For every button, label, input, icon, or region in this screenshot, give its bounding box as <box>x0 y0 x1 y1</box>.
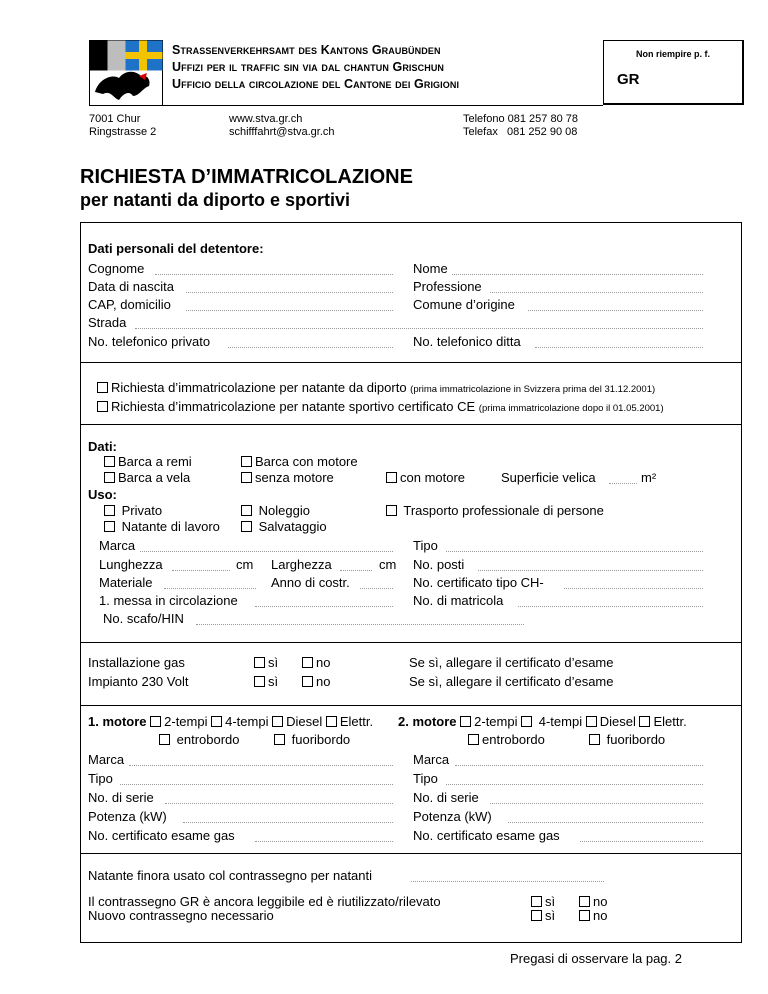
checkbox-icon[interactable] <box>97 382 108 393</box>
checkbox-icon[interactable] <box>302 676 313 687</box>
build-year-field[interactable] <box>360 588 393 589</box>
checkbox-icon[interactable] <box>639 716 650 727</box>
motor1-gas-cert-label: No. certificato esame gas <box>88 828 235 843</box>
profession-label: Professione <box>413 279 482 294</box>
gas-installation-label: Installazione gas <box>88 655 185 670</box>
surname-field[interactable] <box>155 274 393 275</box>
serial-number-field[interactable] <box>518 606 703 607</box>
rescue-option[interactable] <box>241 519 327 534</box>
checkbox-icon[interactable] <box>241 521 252 532</box>
sail-area-label: Superficie velica <box>501 470 596 485</box>
motor2-make-field[interactable] <box>455 765 703 766</box>
checkbox-icon[interactable] <box>150 716 161 727</box>
gas-no-label: no <box>316 655 331 670</box>
rental-option[interactable] <box>241 503 310 518</box>
private-use-label: Privato <box>121 503 163 518</box>
power-yes-label: sì <box>268 674 279 689</box>
new-plate-yes-option[interactable] <box>531 908 555 923</box>
authority-name-rm: Uffizi per il traffic sin via dal chantun Grischun <box>172 60 445 74</box>
width-field[interactable] <box>340 570 372 571</box>
checkbox-icon[interactable] <box>579 910 590 921</box>
origin-field[interactable] <box>528 310 703 311</box>
plate-reusable-yes-option[interactable] <box>531 894 555 909</box>
surname-label: Cognome <box>88 261 145 276</box>
motor2-heading: 2. motore <box>398 714 457 729</box>
new-plate-yes-label: sì <box>545 908 556 923</box>
rental-label: Noleggio <box>258 503 310 518</box>
without-motor-option[interactable] <box>241 470 334 485</box>
fax-number: Telefax 081 252 90 08 <box>463 126 578 138</box>
motor2-type-label: Tipo <box>413 771 438 786</box>
previous-plate-field[interactable] <box>411 881 604 882</box>
rowboat-label: Barca a remi <box>118 454 192 469</box>
request-pleasure-option[interactable] <box>97 380 655 395</box>
first-registration-field[interactable] <box>255 606 393 607</box>
motor1-heading: 1. motore <box>88 714 147 729</box>
rowboat-option[interactable] <box>104 454 192 469</box>
motor2-make-label: Marca <box>413 752 450 767</box>
checkbox-icon[interactable] <box>468 734 479 745</box>
gas-yes-option[interactable] <box>254 655 278 670</box>
request-sport-note: (prima immatricolazione dopo il 01.05.2001) <box>478 403 664 414</box>
build-year-label: Anno di costr. <box>271 575 350 590</box>
checkbox-icon[interactable] <box>211 716 222 727</box>
private-phone-field[interactable] <box>228 347 393 348</box>
motor1-outboard-option[interactable] <box>274 732 350 747</box>
personal-heading: Dati personali del detentore: <box>88 241 264 256</box>
motor1-inboard-label: entrobordo <box>176 732 240 747</box>
motor2-type-field[interactable] <box>446 784 703 785</box>
type-label: Tipo <box>413 538 438 553</box>
birthdate-label: Data di nascita <box>88 279 174 294</box>
motor2-inboard-option[interactable] <box>468 732 545 747</box>
motor1-serial-label: No. di serie <box>88 790 154 805</box>
motor2-outboard-label: fuoribordo <box>606 732 666 747</box>
with-motor-option[interactable] <box>386 470 465 485</box>
sail-area-unit: m² <box>641 470 657 485</box>
domicile-label: CAP, domicilio <box>88 297 171 312</box>
motor1-4stroke-label: 4-tempi <box>225 714 269 729</box>
plate-reusable-yes-label: sì <box>545 894 556 909</box>
checkbox-icon[interactable] <box>104 505 115 516</box>
plate-reusable-no-label: no <box>593 894 608 909</box>
checkbox-icon[interactable] <box>326 716 337 727</box>
motor1-inboard-option[interactable] <box>159 732 240 747</box>
power-no-label: no <box>316 674 331 689</box>
checkbox-icon[interactable] <box>302 657 313 668</box>
plate-reusable-label: Il contrassegno GR è ancora leggibile ed è riutilizzato/rilevato <box>88 894 441 909</box>
type-field[interactable] <box>446 551 703 552</box>
page-note: Pregasi di osservare la pag. 2 <box>510 951 682 966</box>
profession-field[interactable] <box>490 292 703 293</box>
motor2-electric-label: Elettr. <box>653 714 687 729</box>
motor2-inboard-label: entrobordo <box>482 732 545 747</box>
motorboat-option[interactable] <box>241 454 358 469</box>
motor2-2stroke-label: 2-tempi <box>474 714 518 729</box>
street-field[interactable] <box>135 328 703 329</box>
section-divider <box>80 362 741 363</box>
motor2-serial-label: No. di serie <box>413 790 479 805</box>
street-label: Strada <box>88 315 127 330</box>
header-divider <box>89 105 603 106</box>
motor1-type-label: Tipo <box>88 771 113 786</box>
checkbox-icon[interactable] <box>531 896 542 907</box>
motor1-power-field[interactable] <box>183 822 393 823</box>
motor1-type-field[interactable] <box>120 784 393 785</box>
section-divider <box>80 424 741 425</box>
motor2-gas-cert-label: No. certificato esame gas <box>413 828 560 843</box>
office-use-box <box>603 40 744 105</box>
motor1-power-label: Potenza (kW) <box>88 809 167 824</box>
authority-name-it: Ufficio della circolazione del Cantone dei Grigioni <box>172 77 460 91</box>
work-boat-label: Natante di lavoro <box>121 519 220 534</box>
checkbox-icon[interactable] <box>241 456 252 467</box>
checkbox-icon[interactable] <box>254 657 265 668</box>
checkbox-icon[interactable] <box>586 716 597 727</box>
make-label: Marca <box>99 538 136 553</box>
checkbox-icon[interactable] <box>159 734 170 745</box>
checkbox-icon[interactable] <box>254 676 265 687</box>
motor2-gas-cert-field[interactable] <box>580 841 703 842</box>
motor2-power-label: Potenza (kW) <box>413 809 492 824</box>
request-pleasure-label: Richiesta d’immatricolazione per natante da diporto <box>111 380 407 395</box>
form-title: RICHIESTA D’IMMATRICOLAZIONE <box>80 166 413 188</box>
serial-number-label: No. di matricola <box>413 593 504 608</box>
work-boat-option[interactable] <box>104 519 220 534</box>
office-use-value: GR <box>617 71 640 88</box>
gas-cert-note: Se sì, allegare il certificato d’esame <box>409 655 614 670</box>
motor1-make-field[interactable] <box>129 765 393 766</box>
make-field[interactable] <box>140 551 393 552</box>
hull-number-label: No. scafo/HIN <box>103 611 184 626</box>
address-street: Ringstrasse 2 <box>89 126 157 138</box>
checkbox-icon[interactable] <box>386 505 397 516</box>
first-registration-label: 1. messa in circolazione <box>99 593 238 608</box>
section-divider <box>80 705 741 706</box>
with-motor-label: con motore <box>400 470 466 485</box>
motor1-2stroke-label: 2-tempi <box>164 714 208 729</box>
checkbox-icon[interactable] <box>579 896 590 907</box>
rescue-label: Salvataggio <box>258 519 327 534</box>
material-field[interactable] <box>164 588 256 589</box>
seats-field[interactable] <box>478 570 703 571</box>
motor1-make-label: Marca <box>88 752 125 767</box>
coat-of-arms-icon <box>89 40 163 106</box>
motor1-gas-cert-field[interactable] <box>255 841 393 842</box>
checkbox-icon[interactable] <box>272 716 283 727</box>
passenger-transport-option[interactable] <box>386 503 604 518</box>
motor2-outboard-option[interactable] <box>589 732 665 747</box>
length-unit: cm <box>236 557 254 572</box>
request-sport-label: Richiesta d’immatricolazione per natante sportivo certificato CE <box>111 399 476 414</box>
checkbox-icon[interactable] <box>104 472 115 483</box>
motor2-options <box>398 714 687 729</box>
checkbox-icon[interactable] <box>521 716 532 727</box>
gas-yes-label: sì <box>268 655 279 670</box>
power-230v-label: Impianto 230 Volt <box>88 674 189 689</box>
length-field[interactable] <box>172 570 230 571</box>
first-name-field[interactable] <box>452 274 703 275</box>
company-phone-field[interactable] <box>535 347 703 348</box>
motor2-diesel-label: Diesel <box>599 714 636 729</box>
motor2-serial-field[interactable] <box>490 803 703 804</box>
private-phone-label: No. telefonico privato <box>88 334 211 349</box>
checkbox-icon[interactable] <box>531 910 542 921</box>
motor1-diesel-label: Diesel <box>286 714 323 729</box>
checkbox-icon[interactable] <box>104 521 115 532</box>
motor2-power-field[interactable] <box>508 822 703 823</box>
phone-number: Telefono 081 257 80 78 <box>463 113 578 125</box>
email-link[interactable]: schifffahrt@stva.gr.ch <box>229 126 335 138</box>
website-link[interactable]: www.stva.gr.ch <box>229 113 303 125</box>
request-sport-option[interactable] <box>97 399 664 414</box>
power-cert-note: Se sì, allegare il certificato d’esame <box>409 674 614 689</box>
checkbox-icon[interactable] <box>241 505 252 516</box>
authority-name-de: Strassenverkehrsamt des Kantons Graubünden <box>172 43 441 57</box>
checkbox-icon[interactable] <box>589 734 600 745</box>
office-use-label: Non riempire p. f. <box>635 49 710 59</box>
type-cert-field[interactable] <box>564 588 703 589</box>
plate-reusable-no-option[interactable] <box>579 894 607 909</box>
motor1-outboard-label: fuoribordo <box>291 732 351 747</box>
gas-no-option[interactable] <box>302 655 330 670</box>
motor1-electric-label: Elettr. <box>339 714 374 729</box>
new-plate-no-label: no <box>593 908 608 923</box>
address-city: 7001 Chur <box>89 113 141 125</box>
origin-label: Comune d’origine <box>413 297 515 312</box>
checkbox-icon[interactable] <box>386 472 397 483</box>
canton-logo <box>89 40 163 106</box>
birthdate-field[interactable] <box>186 292 393 293</box>
length-label: Lunghezza <box>99 557 163 572</box>
section-divider <box>80 853 741 854</box>
section-divider <box>80 642 741 643</box>
passenger-transport-label: Trasporto professionale di persone <box>403 503 604 518</box>
boat-data-heading: Dati: <box>88 439 117 454</box>
without-motor-label: senza motore <box>255 470 334 485</box>
checkbox-icon[interactable] <box>97 401 108 412</box>
sailboat-label: Barca a vela <box>118 470 191 485</box>
checkbox-icon[interactable] <box>241 472 252 483</box>
hull-number-field[interactable] <box>196 624 524 625</box>
seats-label: No. posti <box>413 557 465 572</box>
company-phone-label: No. telefonico ditta <box>413 334 521 349</box>
motor2-4stroke-label: 4-tempi <box>538 714 583 729</box>
power-yes-option[interactable] <box>254 674 278 689</box>
sailboat-option[interactable] <box>104 470 190 485</box>
private-use-option[interactable] <box>104 503 162 518</box>
usage-heading: Uso: <box>88 487 117 502</box>
motorboat-label: Barca con motore <box>255 454 358 469</box>
previous-plate-label: Natante finora usato col contrassegno per natanti <box>88 868 373 883</box>
checkbox-icon[interactable] <box>104 456 115 467</box>
new-plate-no-option[interactable] <box>579 908 607 923</box>
motor1-options <box>88 714 373 729</box>
first-name-label: Nome <box>413 261 448 276</box>
motor1-serial-field[interactable] <box>165 803 393 804</box>
type-cert-label: No. certificato tipo CH- <box>413 575 544 590</box>
power-no-option[interactable] <box>302 674 330 689</box>
form-subtitle: per natanti da diporto e sportivi <box>80 190 351 210</box>
material-label: Materiale <box>99 575 153 590</box>
width-unit: cm <box>379 557 397 572</box>
new-plate-label: Nuovo contrassegno necessario <box>88 908 274 923</box>
sail-area-field[interactable] <box>609 483 637 484</box>
checkbox-icon[interactable] <box>274 734 285 745</box>
checkbox-icon[interactable] <box>460 716 471 727</box>
width-label: Larghezza <box>271 557 332 572</box>
request-pleasure-note: (prima immatricolazione in Svizzera prima del 31.12.2001) <box>410 384 656 395</box>
domicile-field[interactable] <box>186 310 393 311</box>
